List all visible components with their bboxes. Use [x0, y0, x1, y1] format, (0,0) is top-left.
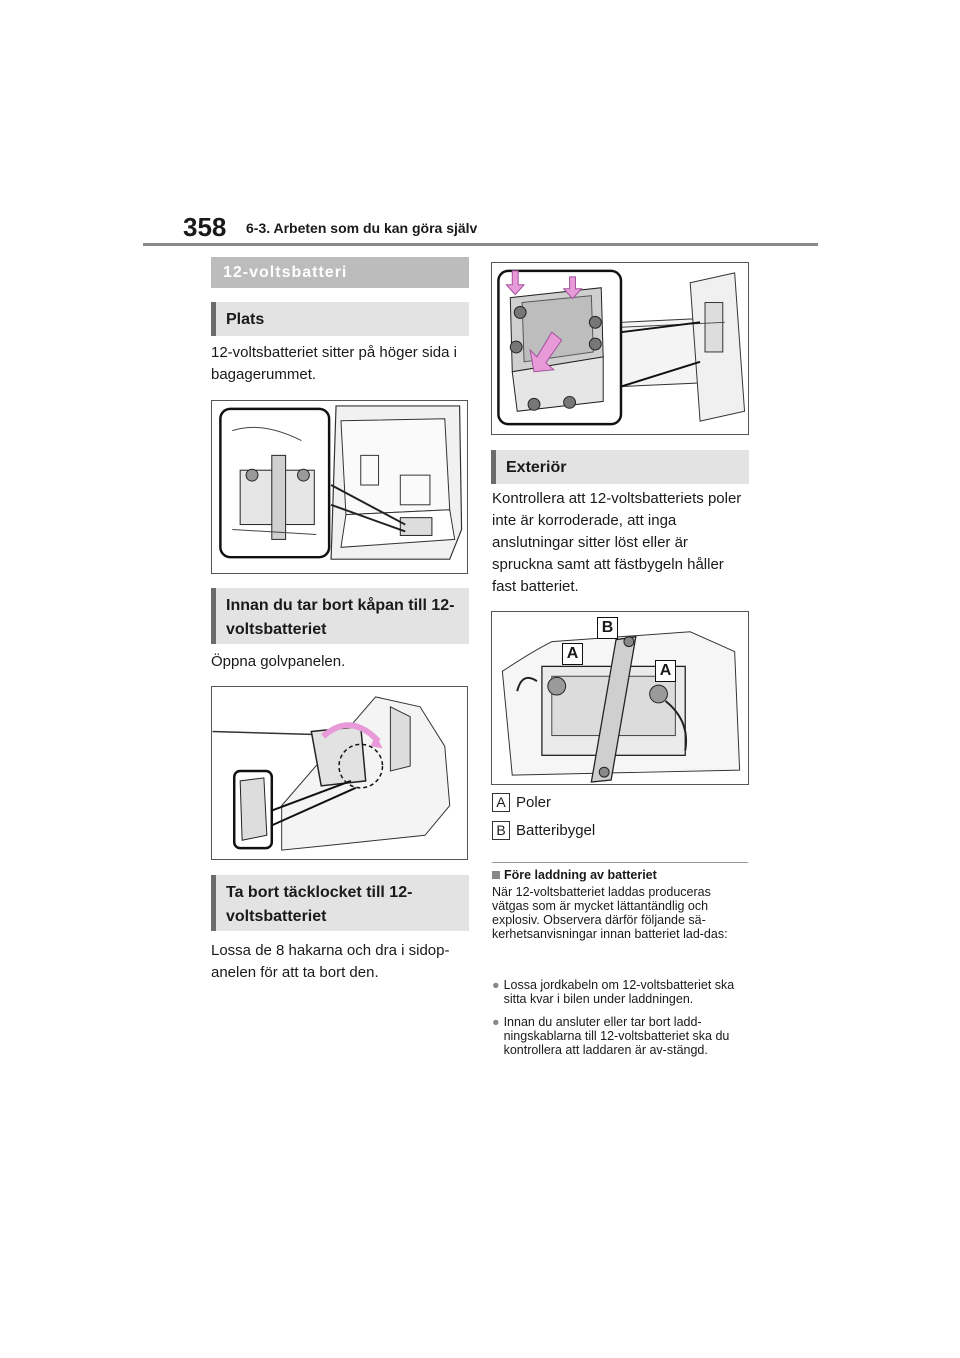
battery-closeup-figure: [491, 611, 749, 785]
bullet-text-1: Lossa jordkabeln om 12-voltsbatteriet ska sitta kvar i bilen under laddningen.: [503, 978, 735, 1006]
bullet-text-2: Innan du ansluter eller tar bort ladd-ningskablarna till 12-voltsbatteriet ska du kontrollera att laddaren är av-stängd.: [503, 1015, 730, 1057]
label-b-callout: B: [597, 617, 618, 639]
main-title-bar: [211, 257, 469, 288]
bullet-item: [492, 978, 748, 1006]
section-title: 6-3. Arbeten som du kan göra själv: [246, 220, 478, 236]
trunk-illustration: [212, 401, 467, 573]
bullet-dot-icon: ●: [492, 978, 500, 992]
cap-heading: Ta bort täcklocket till 12-voltsbatteriet: [211, 875, 469, 931]
plats-heading: Plats: [211, 302, 469, 336]
battery-location-figure: [211, 400, 468, 574]
section-divider: [492, 862, 748, 863]
cap-text: Lossa de 8 hakarna och dra i sidop-anelen för att ta bort den.: [211, 942, 450, 981]
cover-removal-illustration: [492, 263, 748, 434]
battery-closeup-illustration: [492, 612, 748, 784]
legend-a-key: A: [492, 793, 510, 812]
label-a-callout-left: A: [562, 643, 583, 665]
legend-b-key: B: [492, 821, 510, 840]
cover-heading: Innan du tar bort kåpan till 12-voltsbatteriet: [211, 588, 469, 644]
exterior-heading: Exteriör: [491, 450, 749, 484]
exterior-text: Kontrollera att 12-voltsbatteriets poler inte är korroderade, att inga anslutningar sitter löst eller är spruckna samt att fästbygeln håller fast batteriet.: [492, 490, 742, 595]
bullet-dot-icon: ●: [492, 1015, 500, 1029]
legend-item-a: [492, 792, 551, 814]
charge-heading: Före laddning av batteriet: [504, 868, 657, 882]
main-title: 12-voltsbatteri: [223, 263, 348, 281]
legend-a-text: Poler: [516, 794, 552, 811]
charge-text: När 12-voltsbatteriet laddas produceras vätgas som är mycket lättantändlig och explosiv. Observera därför följande sä-kerhetsanvisningar innan batteriet lad-das:: [492, 885, 728, 941]
floor-panel-figure: [211, 686, 468, 860]
plats-text: 12-voltsbatteriet sitter på höger sida i bagagerummet.: [211, 344, 457, 383]
legend-item-b: [492, 820, 595, 842]
charge-heading-row: [492, 868, 657, 882]
cover-text: Öppna golvpanelen.: [211, 653, 346, 670]
square-bullet-icon: [492, 871, 500, 879]
legend-b-text: Batteribygel: [516, 822, 596, 839]
cover-removal-figure: [491, 262, 749, 435]
floor-panel-illustration: [212, 687, 467, 859]
header-divider: [143, 243, 818, 246]
label-a-callout-right: A: [655, 660, 676, 682]
bullet-item: [492, 1015, 748, 1057]
page-number: 358: [183, 212, 227, 242]
